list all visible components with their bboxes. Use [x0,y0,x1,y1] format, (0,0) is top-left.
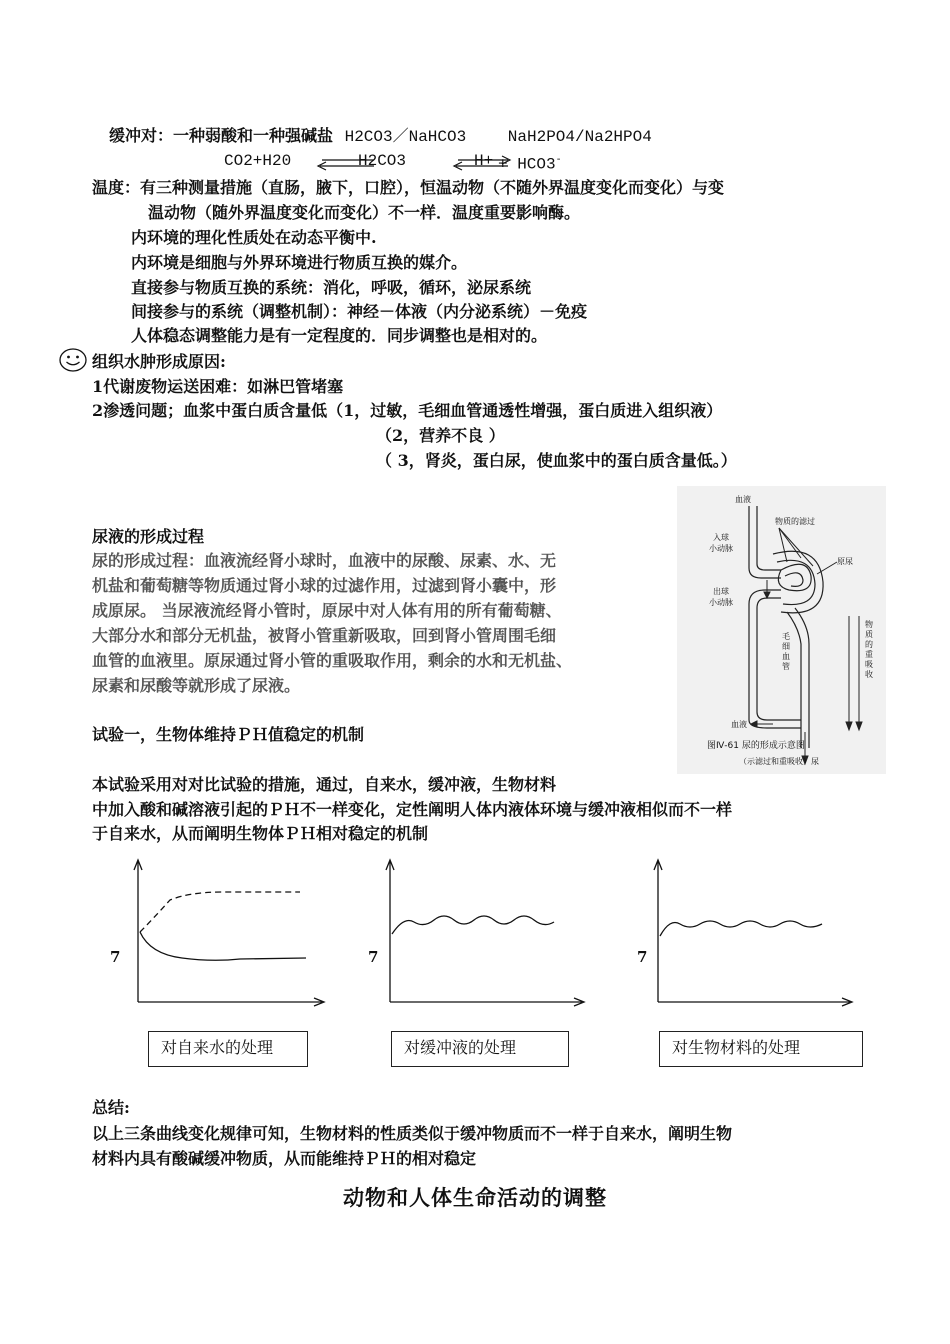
env-line-4: 间接参与的系统（调整机制）：神经－体液（内分泌系统）－免疫 [131,302,588,321]
label-primary-urine: 原尿 [837,557,853,566]
summary-line-1: 以上三条曲线变化规律可知，生物材料的性质类似于缓冲物质而不一样于自来水，阐明生物 [92,1124,733,1143]
graph1-seven-tick: 7 [110,948,121,966]
label-blood-bottom: 血液 [731,720,747,729]
label-capillary-char: 管 [782,662,790,671]
graph2-seven-tick: 7 [368,948,379,966]
urine-line-4: 大部分水和部分无机盐，被肾小管重新吸取，回到肾小管周围毛细 [92,626,557,645]
label-reabsorption-char: 重 [865,650,873,659]
graph3-label: 对生物材料的处理 [659,1031,863,1067]
figure-caption: 图Ⅳ-61 尿的形成示意图 [707,741,805,751]
label-capillary-char: 毛 [782,632,790,641]
label-reabsorption-char: 质 [865,630,873,639]
edema-item-3: （2，营养不良 ） [376,426,505,445]
urine-line-6: 尿素和尿酸等就形成了尿液。 [92,676,301,695]
edema-item-2: 2渗透问题；血浆中蛋白质含量低（1，过敏，毛细血管通透性增强，蛋白质进入组织液） [92,401,723,420]
eq-right-bicarbonate: + HCO3 [498,155,556,174]
edema-item-4: （ 3，肾炎，蛋白尿，使血浆中的蛋白质含量低。） [376,451,737,470]
label-efferent-2: 小动脉 [709,598,733,607]
label-capillary [782,632,792,672]
nephron-diagram [677,486,886,774]
label-reabsorption-char: 收 [865,670,873,679]
graph2-wave [392,916,554,934]
buffer-pair-phosphate: NaH2PO4/Na2HPO4 [507,128,652,146]
graph1-base-curve [140,892,300,932]
label-reabsorption-char: 的 [865,640,873,649]
urine-line-1: 尿的形成过程：血液流经肾小球时，血液中的尿酸、尿素、水、无 [92,551,557,570]
graph1-acid-curve [140,932,306,960]
env-line-3: 直接参与物质互换的系统：消化，呼吸，循环，泌尿系统 [131,278,532,297]
eq-mid: H2CO3 [358,152,407,170]
graph1-label: 对自来水的处理 [148,1031,308,1067]
env-line-5: 人体稳态调整能力是有一定程度的．同步调整也是相对的。 [131,326,548,345]
graph3-wave [660,921,822,936]
urine-line-5: 血管的血液里。原尿通过肾小管的重吸取作用，剩余的水和无机盐、 [92,651,573,670]
temperature-line-1: 温度：有三种测量措施（直肠，腋下，口腔），恒温动物（不随外界温度变化而变化）与变 [92,178,725,197]
section-title: 动物和人体生命活动的调整 [343,1185,607,1210]
label-capillary-char: 细 [782,642,790,651]
label-efferent-1: 出球 [713,587,729,596]
figure-caption-2: （示滤过和重吸收） [739,757,811,766]
graph2-label: 对缓冲液的处理 [391,1031,569,1067]
smiley-icon [58,347,88,373]
env-line-1: 内环境的理化性质处在动态平衡中. [131,228,377,247]
label-reabsorption-char: 物 [865,620,873,629]
edema-heading: 组织水肿形成原因: [92,352,226,371]
graph3-seven-tick: 7 [637,948,648,966]
nephron-figure [677,486,886,774]
label-afferent-1: 入球 [713,533,729,542]
experiment-line-3: 于自来水，从而阐明生物体ＰＨ相对稳定的机制 [92,824,429,843]
edema-item-1: 1代谢废物运送困难：如淋巴管堵塞 [92,377,344,396]
summary-line-2: 材料内具有酸碱缓冲物质，从而能维持ＰＨ的相对稳定 [92,1149,477,1168]
experiment-line-2: 中加入酸和碱溶液引起的ＰＨ不一样变化，定性阐明人体内液体环境与缓冲液相似而不一样 [92,800,733,819]
summary-heading: 总结: [92,1098,130,1117]
label-urine: 尿 [811,757,819,766]
buffer-pair-carbonate: H2CO3／NaHCO3 [344,128,467,146]
env-line-2: 内环境是细胞与外界环境进行物质互换的媒介。 [131,253,468,272]
buffer-pair-label: 缓冲对：一种弱酸和一种强碱盐 [109,126,334,145]
label-blood-top: 血液 [735,495,751,504]
experiment-line-1: 本试验采用对对比试验的措施，通过，自来水，缓冲液，生物材料 [92,775,557,794]
temperature-line-2: 温动物（随外界温度变化而变化）不一样．温度重要影响酶。 [148,203,581,222]
eq-right-ion: H+ [474,152,494,170]
equilibrium-arrows [0,0,950,180]
label-reabsorption [865,620,875,680]
label-filtration: 物质的滤过 [775,517,815,526]
urine-line-2: 机盐和葡萄糖等物质通过肾小球的过滤作用，过滤到肾小囊中，形 [92,576,557,595]
urine-line-3: 成原尿。 当尿液流经肾小管时，原尿中对人体有用的所有葡萄糖、 [92,601,562,620]
label-reabsorption-char: 吸 [865,660,873,669]
ph-graphs [0,850,950,1030]
eq-right-charge: - [555,155,562,166]
urine-heading: 尿液的形成过程 [92,527,205,546]
experiment-heading: 试验一，生物体维持ＰＨ值稳定的机制 [92,725,365,744]
eq-left: CO2+H20 [224,152,292,170]
label-afferent-2: 小动脉 [709,544,733,553]
label-capillary-char: 血 [782,652,790,661]
